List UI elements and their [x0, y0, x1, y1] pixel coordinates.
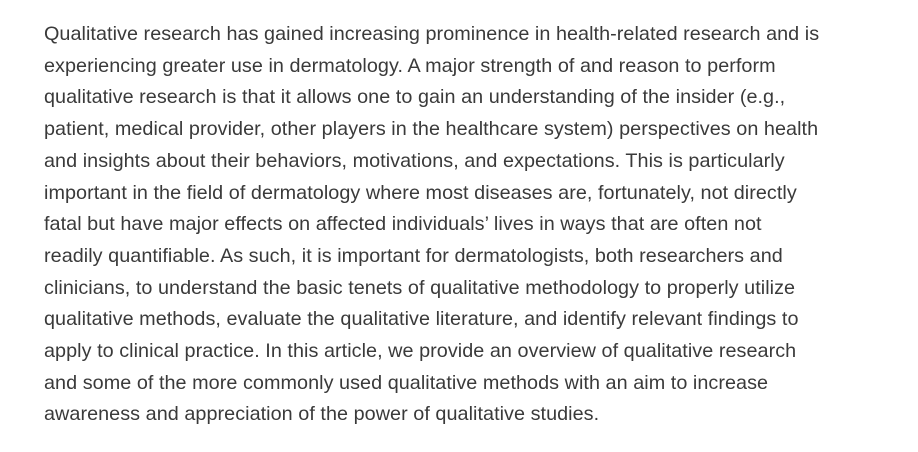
- abstract-line-12: and some of the more commonly used qualitative methods with an aim to increase: [44, 371, 769, 394]
- abstract-line-13: awareness and appreciation of the power of qualitative studies.: [44, 403, 600, 426]
- abstract-line-1: Qualitative research has gained increasing prominence in health-related research and is: [44, 23, 820, 45]
- abstract-line-4: patient, medical provider, other players in the healthcare system) perspectives on health: [44, 118, 819, 141]
- abstract-line-11: apply to clinical practice. In this article, we provide an overview of qualitative research: [44, 340, 797, 363]
- abstract-line-7: fatal but have major effects on affected individuals’ lives in ways that are often not: [44, 213, 762, 236]
- abstract-paragraph: [44, 19, 904, 431]
- abstract-line-9: clinicians, to understand the basic tenets of qualitative methodology to properly utilize: [44, 276, 796, 299]
- abstract-line-8: readily quantifiable. As such, it is important for dermatologists, both researchers and: [44, 244, 783, 267]
- abstract-line-6: important in the field of dermatology where most diseases are, fortunately, not directly: [44, 181, 797, 204]
- abstract-line-5: and insights about their behaviors, motivations, and expectations. This is particularly: [44, 149, 785, 172]
- abstract-line-3: qualitative research is that it allows one to gain an understanding of the insider (e.g.,: [44, 86, 786, 109]
- abstract-line-10: qualitative methods, evaluate the qualitative literature, and identify relevant findings to: [44, 308, 799, 331]
- abstract-line-2: experiencing greater use in dermatology. A major strength of and reason to perform: [44, 54, 776, 77]
